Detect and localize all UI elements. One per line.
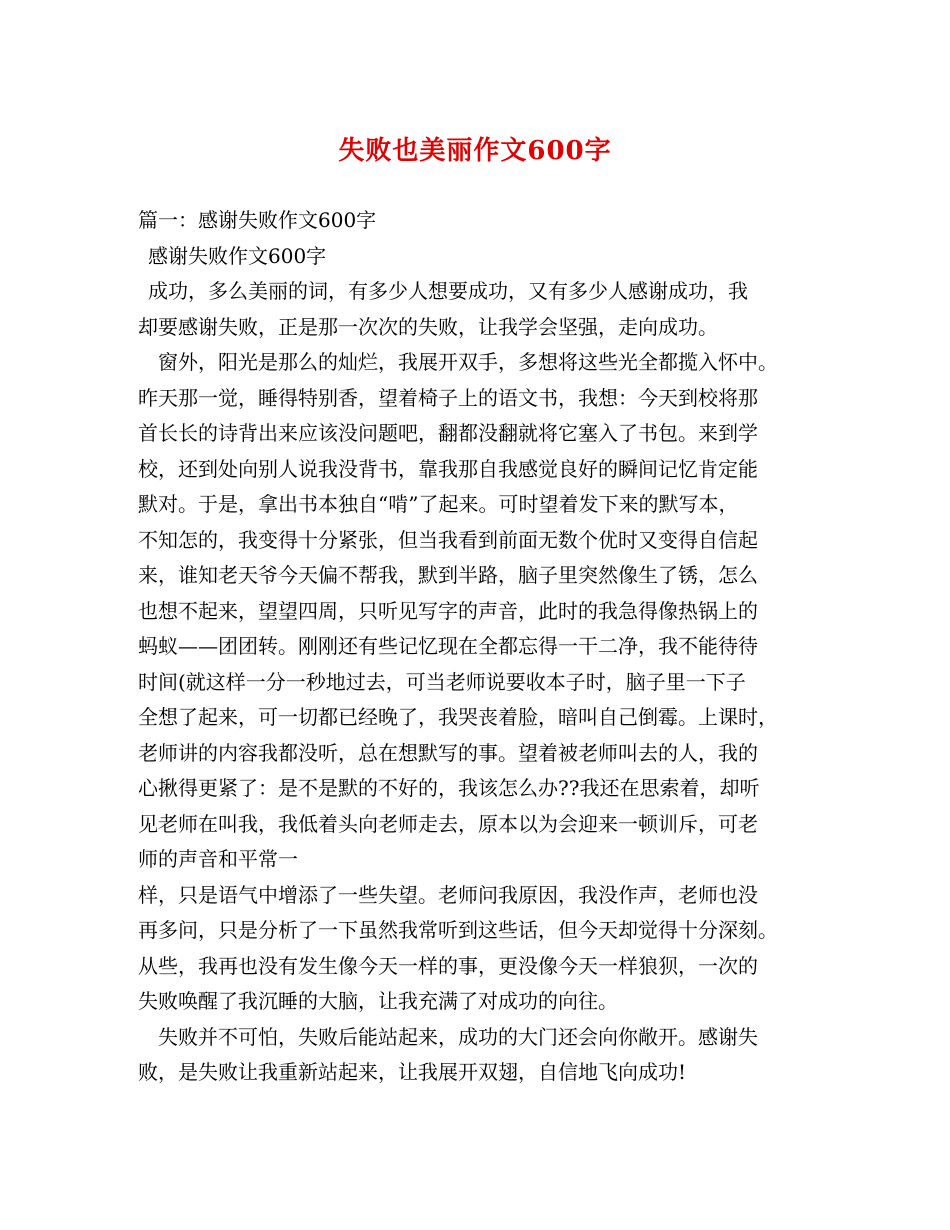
- paragraph-line: 首长长的诗背出来应该没问题吧，翻都没翻就将它塞入了书包。来到学: [138, 421, 758, 445]
- paragraph-line: 样，只是语气中增添了一些失望。老师问我原因，我没作声，老师也没: [138, 882, 758, 907]
- paragraph-line: 心揪得更紧了：是不是默的不好的，我该怎么办??我还在思索着，却听: [138, 776, 760, 800]
- paragraph-line: 时间(就这样一分一秒地过去，可当老师说要收本子时，脑子里一下子: [138, 669, 746, 694]
- paragraph-line: 昨天那一觉，睡得特别香，望着椅子上的语文书，我想：今天到校将那: [138, 385, 758, 410]
- document-title: 失败也美丽作文600字: [338, 136, 612, 166]
- paragraph-line: 却要感谢失败，正是那一次次的失败，让我学会坚强，走向成功。: [138, 314, 718, 339]
- document-body: [138, 203, 838, 1091]
- section-heading: 篇一：感谢失败作文600字: [138, 208, 377, 232]
- essay-title: 感谢失败作文600字: [148, 243, 327, 268]
- paragraph-line: 不知怎的，我变得十分紧张，但当我看到前面无数个优时又变得自信起: [138, 527, 758, 552]
- paragraph-line: 败，是失败让我重新站起来，让我展开双翅，自信地飞向成功!: [138, 1060, 687, 1084]
- paragraph-line: 再多问，只是分析了一下虽然我常听到这些话，但今天却觉得十分深刻。: [138, 918, 778, 942]
- paragraph-line: 校，还到处向别人说我没背书，靠我那自我感觉良好的瞬间记忆肯定能: [138, 456, 758, 481]
- paragraph-line: 师的声音和平常一: [138, 847, 298, 871]
- paragraph-line: 窗外，阳光是那么的灿烂，我展开双手，多想将这些光全都揽入怀中。: [158, 350, 778, 374]
- paragraph-line: 也想不起来，望望四周，只听见写字的声音，此时的我急得像热锅上的: [138, 598, 758, 623]
- paragraph-line: 蚂蚁——团团转。刚刚还有些记忆现在全都忘得一干二净，我不能待待: [138, 634, 758, 658]
- paragraph-line: 成功，多么美丽的词，有多少人想要成功，又有多少人感谢成功，我: [148, 279, 748, 303]
- paragraph-line: 老师讲的内容我都没听，总在想默写的事。望着被老师叫去的人，我的: [138, 740, 758, 765]
- paragraph-line: 全想了起来，可一切都已经晚了，我哭丧着脸，暗叫自己倒霉。上课时，: [138, 705, 778, 729]
- paragraph-line: 默对。于是，拿出书本独自“啃”了起来。可时望着发下来的默写本，: [138, 492, 739, 516]
- paragraph-line: 失败唤醒了我沉睡的大脑，让我充满了对成功的向往。: [138, 989, 618, 1013]
- paragraph-line: 来，谁知老天爷今天偏不帮我，默到半路，脑子里突然像生了锈，怎么: [138, 563, 758, 587]
- paragraph-line: 见老师在叫我，我低着头向老师走去，原本以为会迎来一顿训斥，可老: [138, 811, 758, 836]
- paragraph-line: 从些，我再也没有发生像今天一样的事，更没像今天一样狼狈，一次的: [138, 953, 758, 978]
- paragraph-line: 失败并不可怕，失败后能站起来，成功的大门还会向你敞开。感谢失: [158, 1024, 758, 1049]
